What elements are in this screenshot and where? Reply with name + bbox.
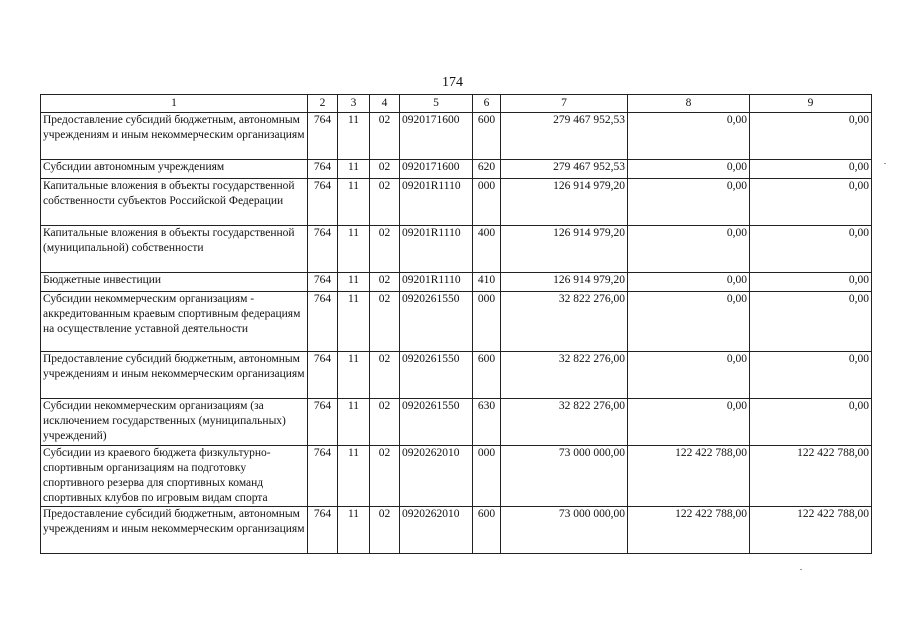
row-amount-col8-cell: 0,00	[628, 399, 750, 446]
table-row	[41, 399, 872, 446]
row-subsection-cell: 02	[370, 226, 400, 273]
row-code-cell: 764	[308, 179, 338, 226]
row-code-cell: 764	[308, 113, 338, 160]
row-name-cell: Субсидии некоммерческим организациям (за исключением государственных (муниципальных) учреждений)	[41, 399, 308, 446]
table-row	[41, 292, 872, 352]
row-amount-col8-cell: 122 422 788,00	[628, 446, 750, 507]
row-subsection-cell: 02	[370, 292, 400, 352]
table-header-row	[41, 95, 872, 113]
row-code-cell: 764	[308, 292, 338, 352]
row-name-cell: Капитальные вложения в объекты государственной собственности субъектов Российской Федерации	[41, 179, 308, 226]
row-amount-col9-cell: 0,00	[750, 273, 872, 292]
table-row	[41, 160, 872, 179]
row-amount-col8-cell: 0,00	[628, 113, 750, 160]
row-target-article-cell: 09201R1110	[400, 273, 473, 292]
row-expense-type-cell: 620	[473, 160, 501, 179]
row-amount-col7-cell: 279 467 952,53	[501, 160, 628, 179]
row-amount-col9-cell: 0,00	[750, 160, 872, 179]
row-amount-col8-cell: 0,00	[628, 179, 750, 226]
column-header: 5	[400, 95, 473, 113]
row-target-article-cell: 0920262010	[400, 507, 473, 554]
row-amount-col9-cell: 122 422 788,00	[750, 446, 872, 507]
row-amount-col7-cell: 32 822 276,00	[501, 292, 628, 352]
row-target-article-cell: 0920261550	[400, 292, 473, 352]
row-amount-col8-cell: 0,00	[628, 226, 750, 273]
row-amount-col7-cell: 73 000 000,00	[501, 446, 628, 507]
row-amount-col9-cell: 0,00	[750, 179, 872, 226]
row-name-cell: Предоставление субсидий бюджетным, автономным учреждениям и иным некоммерческим организациям	[41, 507, 308, 554]
row-code-cell: 764	[308, 507, 338, 554]
row-section-cell: 11	[338, 179, 370, 226]
row-subsection-cell: 02	[370, 399, 400, 446]
column-header: 9	[750, 95, 872, 113]
row-amount-col7-cell: 73 000 000,00	[501, 507, 628, 554]
table-row	[41, 507, 872, 554]
row-amount-col9-cell: 0,00	[750, 226, 872, 273]
row-expense-type-cell: 600	[473, 113, 501, 160]
row-code-cell: 764	[308, 273, 338, 292]
column-header: 1	[41, 95, 308, 113]
row-amount-col9-cell: 0,00	[750, 352, 872, 399]
row-amount-col8-cell: 122 422 788,00	[628, 507, 750, 554]
row-section-cell: 11	[338, 273, 370, 292]
row-name-cell: Предоставление субсидий бюджетным, автономным учреждениям и иным некоммерческим организациям	[41, 352, 308, 399]
row-target-article-cell: 0920171600	[400, 113, 473, 160]
row-amount-col8-cell: 0,00	[628, 273, 750, 292]
row-section-cell: 11	[338, 399, 370, 446]
row-section-cell: 11	[338, 113, 370, 160]
row-subsection-cell: 02	[370, 446, 400, 507]
row-name-cell: Бюджетные инвестиции	[41, 273, 308, 292]
row-name-cell: Субсидии автономным учреждениям	[41, 160, 308, 179]
row-expense-type-cell: 400	[473, 226, 501, 273]
row-amount-col7-cell: 279 467 952,53	[501, 113, 628, 160]
row-section-cell: 11	[338, 226, 370, 273]
row-amount-col7-cell: 32 822 276,00	[501, 352, 628, 399]
row-expense-type-cell: 000	[473, 292, 501, 352]
row-expense-type-cell: 630	[473, 399, 501, 446]
row-section-cell: 11	[338, 352, 370, 399]
row-section-cell: 11	[338, 160, 370, 179]
row-section-cell: 11	[338, 292, 370, 352]
row-amount-col7-cell: 32 822 276,00	[501, 399, 628, 446]
row-name-cell: Капитальные вложения в объекты государственной (муниципальной) собственности	[41, 226, 308, 273]
row-amount-col9-cell: 0,00	[750, 292, 872, 352]
row-amount-col7-cell: 126 914 979,20	[501, 273, 628, 292]
row-subsection-cell: 02	[370, 273, 400, 292]
scan-speck	[884, 163, 886, 164]
table-row	[41, 226, 872, 273]
table-row	[41, 352, 872, 399]
table-row	[41, 113, 872, 160]
column-header: 8	[628, 95, 750, 113]
row-amount-col9-cell: 0,00	[750, 399, 872, 446]
row-target-article-cell: 09201R1110	[400, 226, 473, 273]
row-target-article-cell: 0920171600	[400, 160, 473, 179]
table-row	[41, 179, 872, 226]
row-code-cell: 764	[308, 226, 338, 273]
table-row	[41, 273, 872, 292]
budget-table	[40, 94, 872, 554]
scan-speck	[800, 569, 802, 570]
table-row	[41, 446, 872, 507]
row-amount-col9-cell: 122 422 788,00	[750, 507, 872, 554]
row-subsection-cell: 02	[370, 352, 400, 399]
row-amount-col7-cell: 126 914 979,20	[501, 226, 628, 273]
column-header: 7	[501, 95, 628, 113]
row-code-cell: 764	[308, 446, 338, 507]
row-expense-type-cell: 000	[473, 179, 501, 226]
row-expense-type-cell: 600	[473, 507, 501, 554]
row-name-cell: Предоставление субсидий бюджетным, автономным учреждениям и иным некоммерческим организациям	[41, 113, 308, 160]
page-number: 174	[442, 75, 463, 90]
row-amount-col7-cell: 126 914 979,20	[501, 179, 628, 226]
row-subsection-cell: 02	[370, 113, 400, 160]
row-amount-col8-cell: 0,00	[628, 292, 750, 352]
row-section-cell: 11	[338, 507, 370, 554]
row-target-article-cell: 0920262010	[400, 446, 473, 507]
row-section-cell: 11	[338, 446, 370, 507]
column-header: 2	[308, 95, 338, 113]
row-subsection-cell: 02	[370, 507, 400, 554]
column-header: 4	[370, 95, 400, 113]
row-name-cell: Субсидии из краевого бюджета физкультурно-спортивным организациям на подготовку спортивного резерва для спортивных команд спортивных клубов по игровым видам спорта	[41, 446, 308, 507]
row-amount-col8-cell: 0,00	[628, 352, 750, 399]
row-expense-type-cell: 410	[473, 273, 501, 292]
row-amount-col9-cell: 0,00	[750, 113, 872, 160]
row-expense-type-cell: 600	[473, 352, 501, 399]
row-amount-col8-cell: 0,00	[628, 160, 750, 179]
row-code-cell: 764	[308, 352, 338, 399]
row-target-article-cell: 0920261550	[400, 399, 473, 446]
row-expense-type-cell: 000	[473, 446, 501, 507]
row-code-cell: 764	[308, 160, 338, 179]
row-target-article-cell: 09201R1110	[400, 179, 473, 226]
row-name-cell: Субсидии некоммерческим организациям - аккредитованным краевым спортивным федерациям на осуществление уставной деятельности	[41, 292, 308, 352]
column-header: 6	[473, 95, 501, 113]
column-header: 3	[338, 95, 370, 113]
row-subsection-cell: 02	[370, 160, 400, 179]
table-body	[41, 113, 872, 554]
row-target-article-cell: 0920261550	[400, 352, 473, 399]
row-subsection-cell: 02	[370, 179, 400, 226]
row-code-cell: 764	[308, 399, 338, 446]
